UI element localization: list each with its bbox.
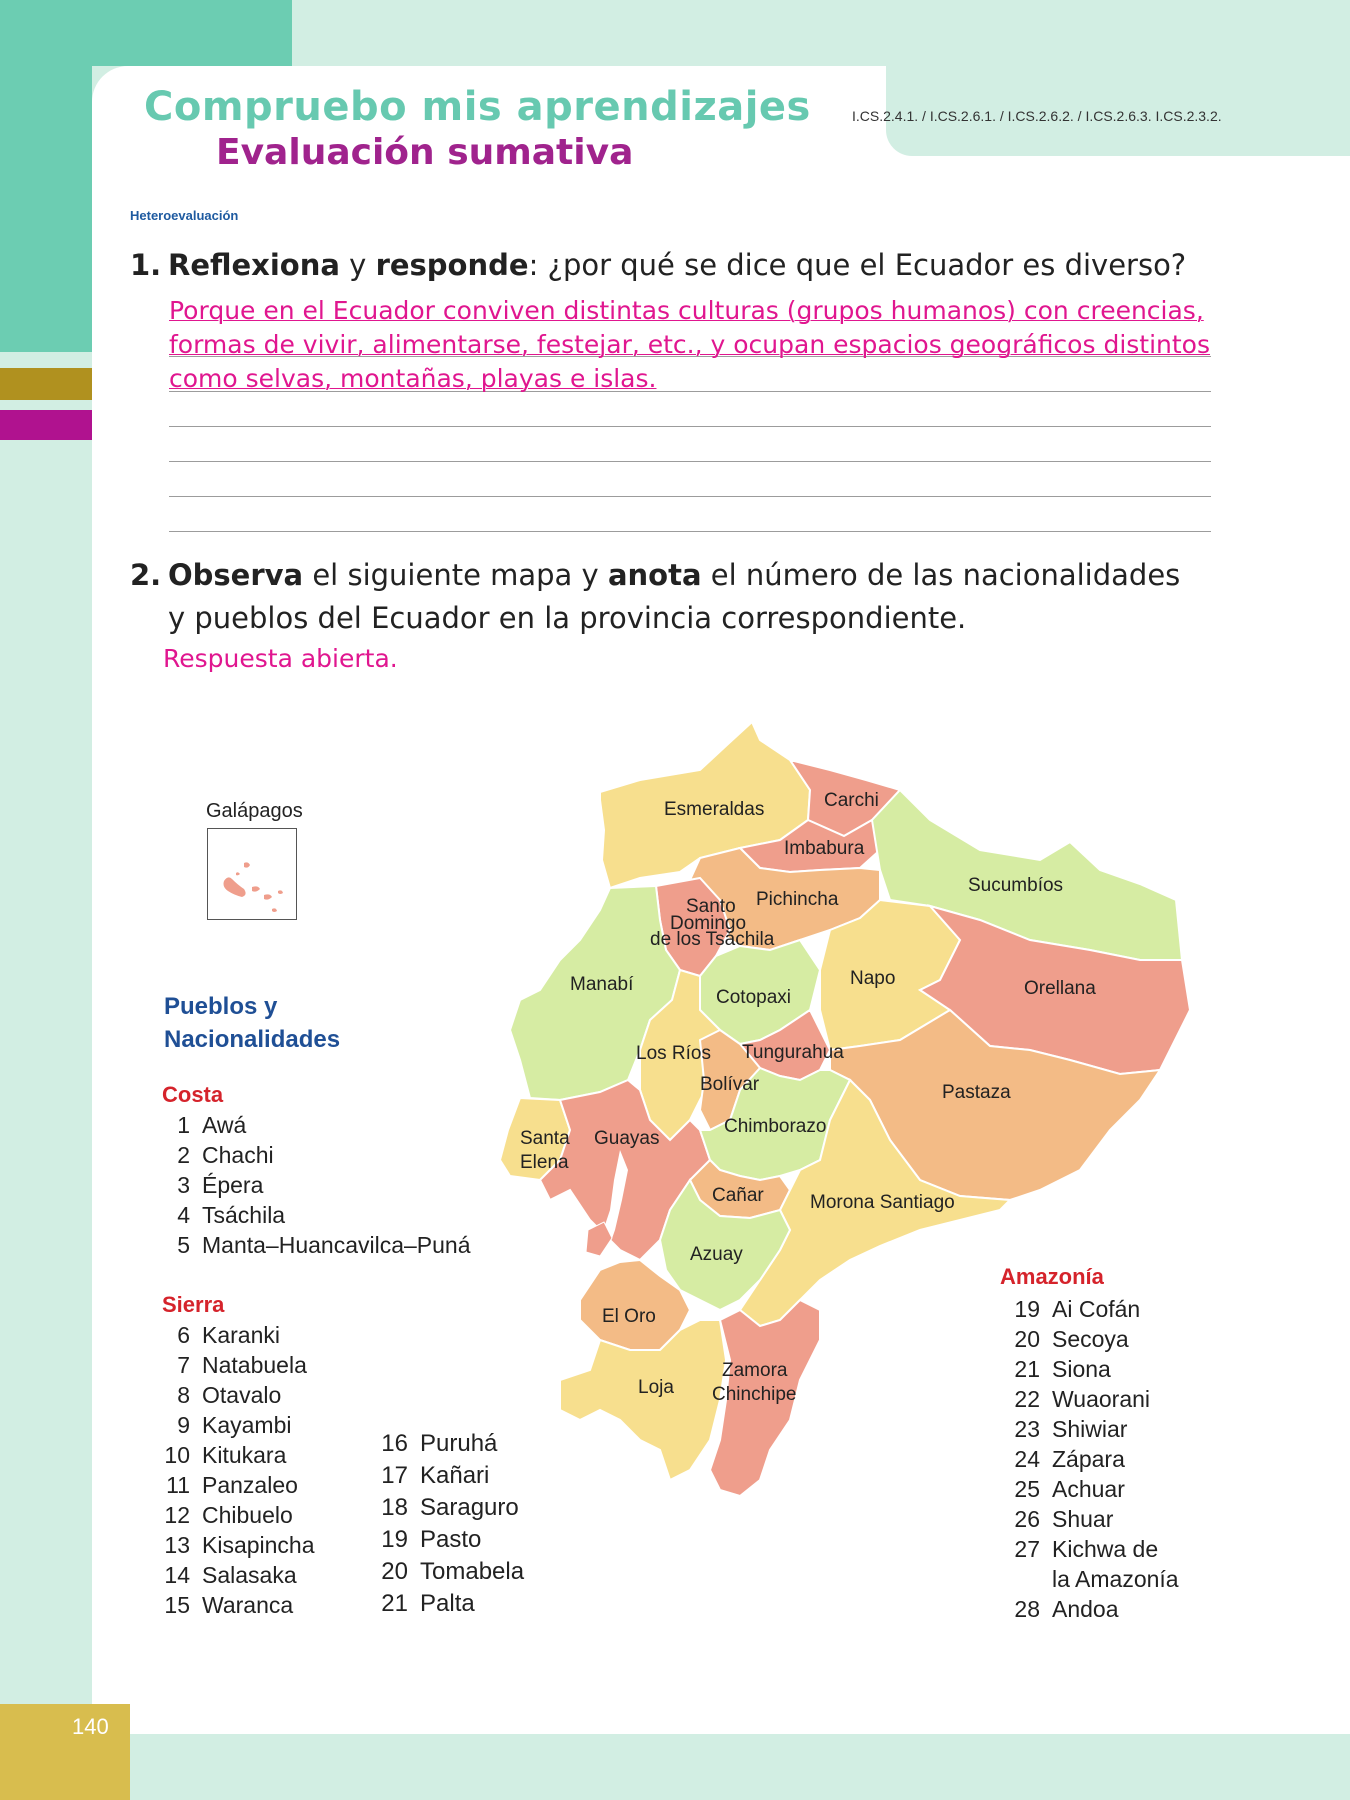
- province-label: Guayas: [594, 1128, 660, 1149]
- list-item: 18 Saraguro: [381, 1494, 519, 1521]
- list-item: 26 Shuar: [1014, 1506, 1114, 1532]
- list-item: 19 Pasto: [381, 1526, 482, 1553]
- province-label: Orellana: [1024, 978, 1096, 999]
- list-item: 6 Karanki: [177, 1322, 280, 1348]
- answer-line: [169, 392, 1211, 427]
- question-1-answer: Porque en el Ecuador conviven distintas culturas (grupos humanos) con creencias, formas de vivir, alimentarse, festejar, etc., y ocupan espacios geográficos distintos como selvas, montañas, playas e islas.: [169, 296, 1211, 393]
- costa-heading: Costa: [162, 1082, 224, 1107]
- galapagos-label: Galápagos: [206, 800, 303, 822]
- top-accent-block: [92, 0, 292, 66]
- hetero-label: Heteroevaluación: [130, 208, 239, 223]
- q2-mid: el siguiente mapa y: [303, 558, 608, 592]
- list-item: 8 Otavalo: [177, 1382, 282, 1408]
- costa-list: [152, 1110, 471, 1260]
- province-label: Santo: [686, 896, 736, 917]
- province-label: Los Ríos: [636, 1043, 711, 1064]
- list-item: 20 Secoya: [1014, 1326, 1129, 1352]
- legend-title-line-2: Nacionalidades: [164, 1026, 341, 1053]
- list-item: 24 Zápara: [1014, 1446, 1125, 1472]
- page-title: Compruebo mis aprendizajes: [144, 84, 811, 130]
- list-item: 16 Puruhá: [381, 1430, 498, 1457]
- province-label: Loja: [638, 1377, 674, 1398]
- list-item: 19 Ai Cofán: [1014, 1296, 1141, 1322]
- magenta-band: [0, 410, 92, 440]
- province-label: Pastaza: [942, 1082, 1011, 1103]
- page-number-tab: [0, 1704, 130, 1800]
- sierra-list-continued: [374, 1428, 524, 1620]
- list-item: la Amazonía: [1052, 1566, 1179, 1592]
- list-item: 9 Kayambi: [177, 1412, 292, 1438]
- province-label: Napo: [850, 968, 896, 989]
- q2-verb-2: anota: [607, 558, 702, 592]
- list-item: 1 Awá: [177, 1112, 247, 1138]
- list-item: 5 Manta–Huancavilca–Puná: [177, 1232, 471, 1258]
- page-subtitle: Evaluación sumativa: [216, 132, 634, 173]
- list-item: 27 Kichwa de: [1014, 1536, 1159, 1562]
- list-item: 23 Shiwiar: [1014, 1416, 1128, 1442]
- list-item: 2 Chachi: [177, 1142, 274, 1168]
- q2-rest-2: y pueblos del Ecuador en la provincia correspondiente.: [168, 601, 967, 635]
- list-item: 20 Tomabela: [381, 1558, 525, 1585]
- province-label: Esmeraldas: [664, 799, 765, 820]
- galapagos-inset: [207, 828, 297, 920]
- list-item: 12 Chibuelo: [164, 1502, 293, 1528]
- list-item: 15 Waranca: [164, 1592, 294, 1618]
- legend-title: [164, 990, 340, 1056]
- province-label: de los Tsáchila: [650, 929, 775, 950]
- q2-rest-1: el número de las nacionalidades: [701, 558, 1181, 592]
- province-label: Sucumbíos: [968, 875, 1064, 896]
- province-label: Santa: [520, 1128, 570, 1149]
- list-item: 28 Andoa: [1014, 1596, 1119, 1622]
- province-label: Morona Santiago: [810, 1192, 955, 1213]
- q1-verb-1: Reflexiona: [168, 248, 340, 282]
- indicator-codes: I.CS.2.4.1. / I.CS.2.6.1. / I.CS.2.6.2. / I.CS.2.6.3. I.CS.2.3.2.: [852, 108, 1222, 124]
- question-1: [130, 244, 1186, 287]
- sierra-heading: Sierra: [162, 1292, 225, 1317]
- q1-rest: : ¿por qué se dice que el Ecuador es diverso?: [528, 248, 1187, 282]
- answer-line: [169, 462, 1211, 497]
- province-label: Domingo: [670, 913, 747, 934]
- province-label: Pichincha: [756, 889, 839, 910]
- list-item: 10 Kitukara: [164, 1442, 287, 1468]
- q1-conj: y: [339, 248, 376, 282]
- province-label: Chimborazo: [724, 1116, 827, 1137]
- left-accent-strip: [0, 0, 92, 352]
- list-item: 14 Salasaka: [164, 1562, 297, 1588]
- province-label: Bolívar: [700, 1074, 760, 1095]
- question-2-answer: Respuesta abierta.: [163, 644, 398, 673]
- list-item: 11 Panzaleo: [166, 1472, 298, 1498]
- province-label: Carchi: [824, 790, 879, 811]
- answer-line: [169, 427, 1211, 462]
- province-label: Azuay: [690, 1244, 743, 1265]
- province-label: Imbabura: [784, 838, 865, 859]
- province-label: Cañar: [712, 1185, 764, 1206]
- sierra-list: [152, 1320, 315, 1620]
- galapagos-islands: [208, 829, 296, 919]
- list-item: 17 Kañari: [381, 1462, 490, 1489]
- answer-line: [169, 497, 1211, 532]
- question-2-number: 2.: [130, 558, 162, 592]
- province-label: Chinchipe: [712, 1384, 797, 1405]
- question-1-number: 1.: [130, 248, 162, 282]
- q1-verb-2: responde: [375, 248, 529, 282]
- province-label: Tungurahua: [742, 1042, 844, 1063]
- list-item: 4 Tsáchila: [177, 1202, 286, 1228]
- province-label: Elena: [520, 1152, 569, 1173]
- list-item: 13 Kisapincha: [164, 1532, 315, 1558]
- list-item: 25 Achuar: [1014, 1476, 1125, 1502]
- amazonia-heading: Amazonía: [1000, 1264, 1104, 1289]
- list-item: 21 Palta: [381, 1590, 475, 1617]
- page-number: 140: [72, 1714, 109, 1739]
- list-item: 7 Natabuela: [177, 1352, 307, 1378]
- list-item: 21 Siona: [1014, 1356, 1111, 1382]
- province-label: El Oro: [602, 1306, 656, 1327]
- question-2: [130, 554, 1230, 640]
- list-item: 22 Wuaorani: [1014, 1386, 1151, 1412]
- list-item: 3 Épera: [177, 1172, 264, 1198]
- legend-title-line-1: Pueblos y: [164, 993, 278, 1020]
- q2-verb-1: Observa: [168, 558, 304, 592]
- olive-band: [0, 368, 92, 400]
- province-label: Zamora: [722, 1360, 788, 1381]
- province-label: Cotopaxi: [716, 987, 791, 1008]
- province-label: Manabí: [570, 974, 634, 995]
- amazonia-list: [1002, 1294, 1179, 1624]
